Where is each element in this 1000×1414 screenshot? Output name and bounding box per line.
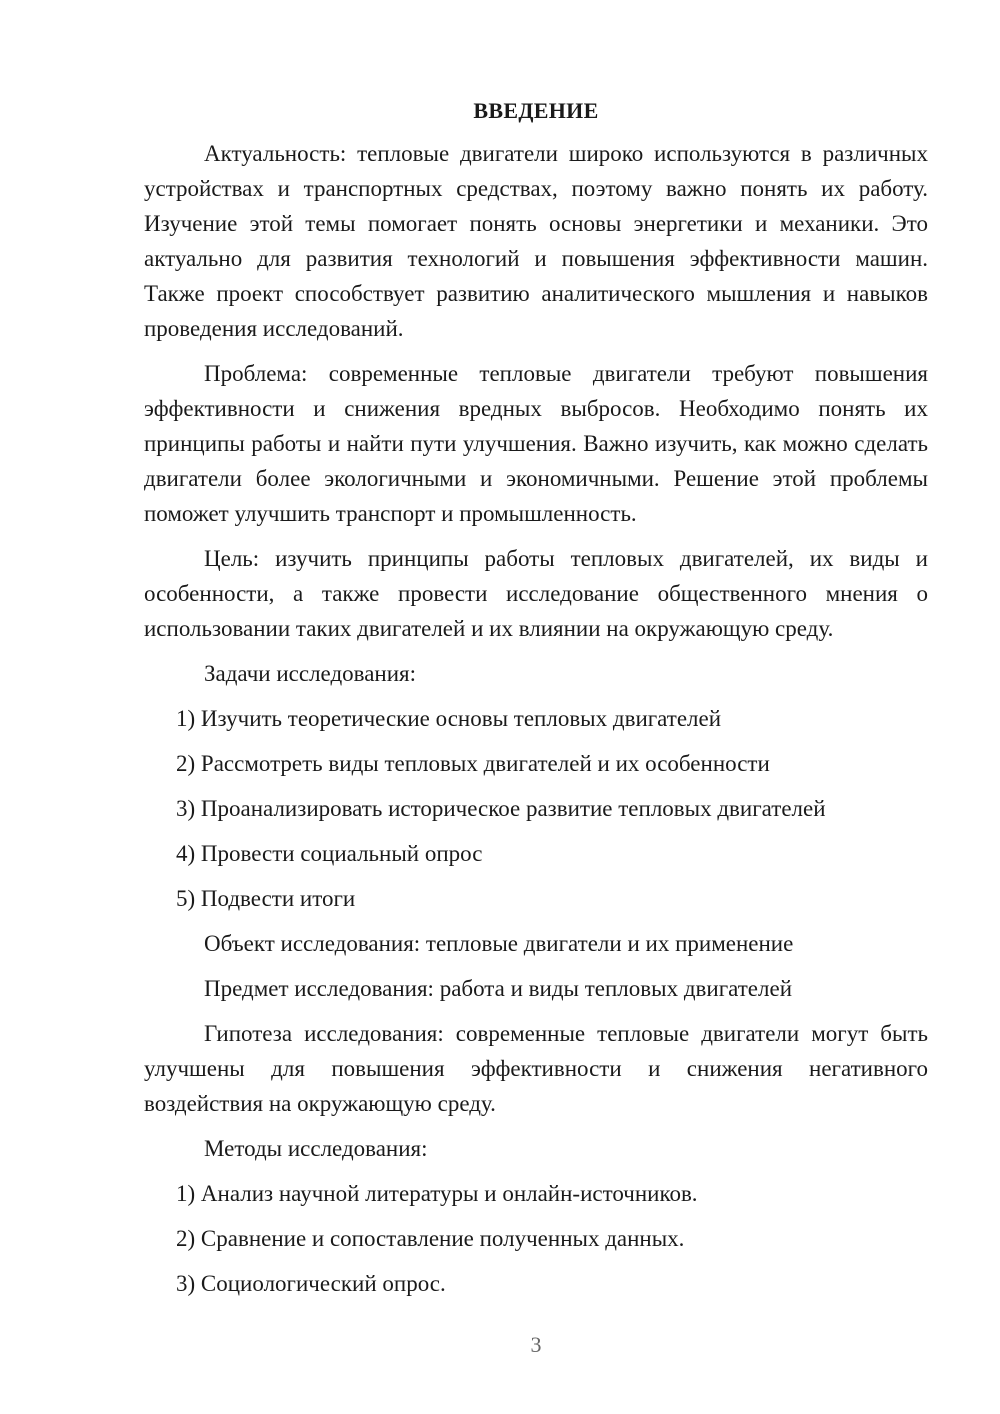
method-item: 1) Анализ научной литературы и онлайн-источников. [176, 1181, 698, 1206]
document-body [144, 96, 928, 1311]
research-object: Объект исследования: тепловые двигатели и их применение [204, 931, 794, 956]
task-item: 1) Изучить теоретические основы тепловых двигателей [176, 706, 722, 731]
task-item: 5) Подвести итоги [176, 886, 356, 911]
tasks-list [144, 701, 928, 916]
page-number: 3 [530, 1332, 542, 1357]
hypothesis-paragraph: Гипотеза исследования: современные тепловые двигатели могут быть улучшены для повышения эффективности и снижения негативного воздействия на окружающую среду. [144, 1021, 928, 1116]
task-item: 4) Провести социальный опрос [176, 841, 483, 866]
tasks-title: Задачи исследования: [204, 661, 417, 686]
section-heading: ВВЕДЕНИЕ [473, 98, 599, 123]
method-item: 3) Социологический опрос. [176, 1271, 446, 1296]
goal-paragraph: Цель: изучить принципы работы тепловых двигателей, их виды и особенности, а также провести исследование общественного мнения о использовании таких двигателей и их влиянии на окружающую среду. [144, 546, 928, 641]
task-item: 3) Проанализировать историческое развитие тепловых двигателей [176, 796, 826, 821]
problem-paragraph: Проблема: современные тепловые двигатели требуют повышения эффективности и снижения вредных выбросов. Необходимо понять их принципы работы и найти пути улучшения. Важно изучить, как можно сделать двигатели более экологичными и экономичными. Решение этой проблемы поможет улучшить транспорт и промышленность. [144, 361, 928, 526]
research-subject: Предмет исследования: работа и виды тепловых двигателей [204, 976, 793, 1001]
method-item: 2) Сравнение и сопоставление полученных данных. [176, 1226, 685, 1251]
methods-title: Методы исследования: [204, 1136, 428, 1161]
relevance-paragraph: Актуальность: тепловые двигатели широко используются в различных устройствах и транспортных средствах, поэтому важно понять их работу. Изучение этой темы помогает понять основы энергетики и механики. Это актуально для развития технологий и повышения эффективности машин. Также проект способствует развитию аналитического мышления и навыков проведения исследований. [144, 141, 928, 341]
methods-list [144, 1176, 928, 1301]
task-item: 2) Рассмотреть виды тепловых двигателей и их особенности [176, 751, 770, 776]
